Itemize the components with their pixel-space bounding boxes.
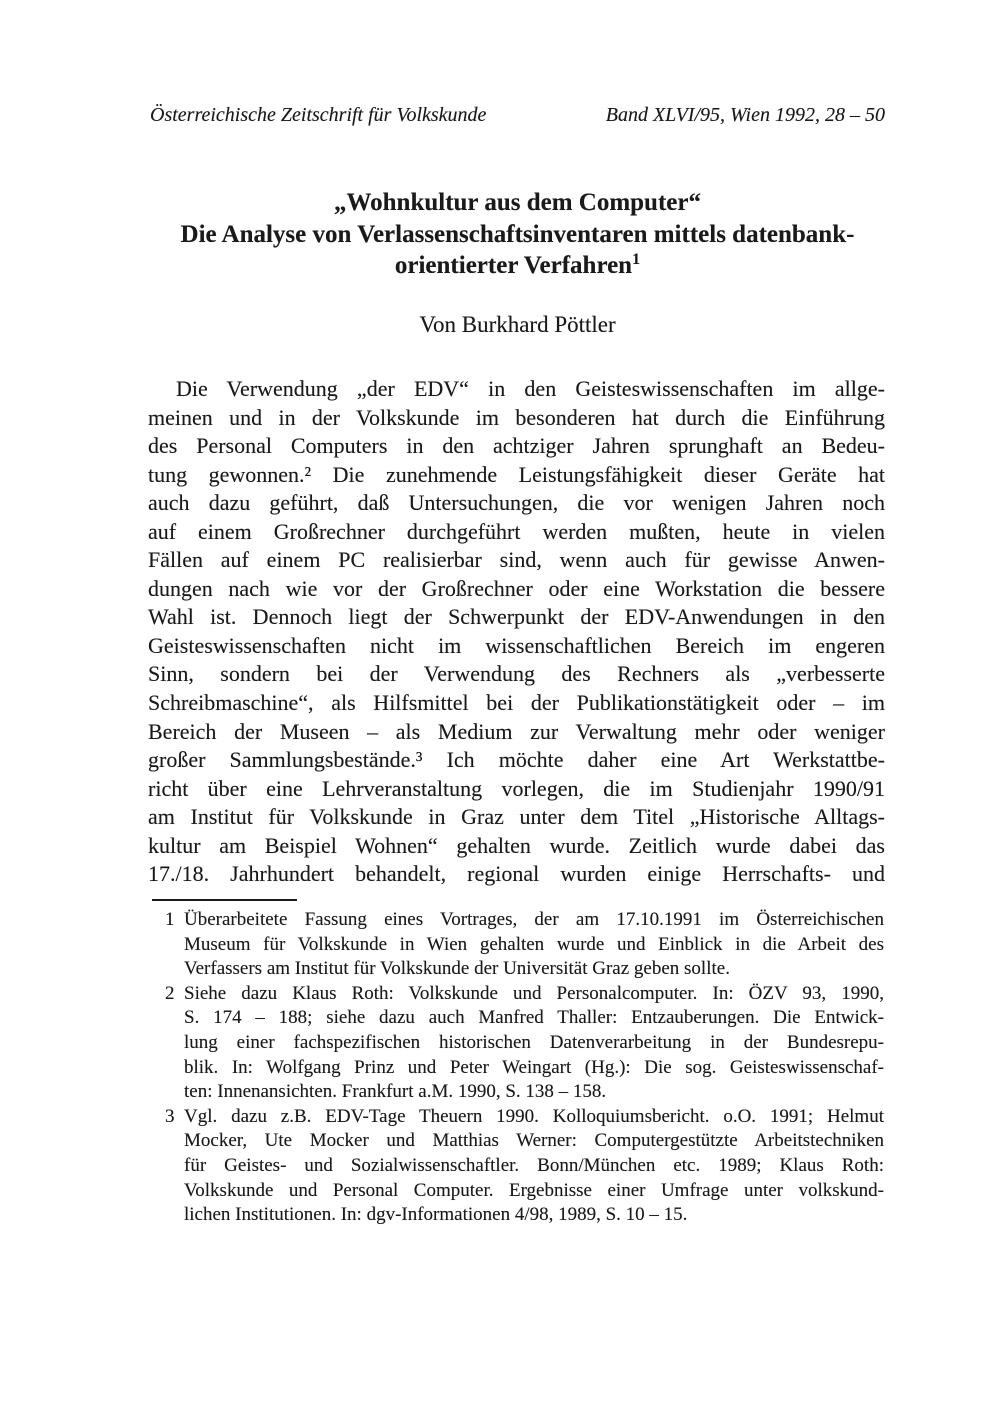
title-footnote-ref: 1	[632, 251, 641, 268]
body-line: Die Verwendung „der EDV“ in den Geisteswissenschaften im allge-	[176, 376, 885, 401]
footnote-line: Mocker, Ute Mocker und Matthias Werner: Computergestützte Arbeitstechniken	[184, 1130, 884, 1152]
body-line: Schreibmaschine“, als Hilfsmittel bei der Publikationstätigkeit oder – im	[148, 690, 885, 716]
footnote-3	[165, 1105, 884, 1228]
footnote-number: 1	[165, 909, 175, 930]
footnote-line: Museum für Volkskunde in Wien gehalten wurde und Einblick in die Arbeit des	[184, 933, 884, 955]
footnote-line: blik. In: Wolfgang Prinz und Peter Weingart (Hg.): Die sog. Geisteswissenschaf-	[184, 1056, 884, 1078]
article-body	[148, 375, 885, 889]
body-line: Sinn, sondern bei der Verwendung des Rechners als „verbesserte	[148, 661, 885, 687]
body-line: Geisteswissenschaften nicht im wissenschaftlichen Bereich im engeren	[148, 632, 885, 658]
footnote-1	[165, 908, 884, 982]
body-line: auf einem Großrechner durchgeführt werden mußten, heute in vielen	[148, 518, 885, 544]
footnote-2	[165, 982, 884, 1105]
body-line: 17./18. Jahrhundert behandelt, regional wurden einige Herrschafts- und	[148, 861, 885, 887]
body-line: richt über eine Lehrveranstaltung vorlegen, die im Studienjahr 1990/91	[148, 775, 885, 801]
footnote-line: Vgl. dazu z.B. EDV-Tage Theuern 1990. Kolloquiumsbericht. o.O. 1991; Helmut	[184, 1105, 884, 1127]
footnote-line: Verfassers am Institut für Volkskunde der Universität Graz geben sollte.	[184, 958, 730, 980]
body-line: auch dazu geführt, daß Untersuchungen, die vor wenigen Jahren noch	[148, 490, 885, 516]
body-line: dungen nach wie vor der Großrechner oder eine Workstation die bessere	[148, 575, 885, 601]
article-title-line-1: „Wohnkultur aus dem Computer“	[334, 189, 701, 216]
footnotes-section	[165, 908, 884, 1228]
body-line: meinen und in der Volkskunde im besonderen hat durch die Einführung	[148, 404, 885, 430]
body-line: Wahl ist. Dennoch liegt der Schwerpunkt der EDV-Anwendungen in den	[148, 604, 885, 630]
body-line: am Institut für Volkskunde in Graz unter dem Titel „Historische Alltags-	[148, 804, 885, 830]
author-byline: Von Burkhard Pöttler	[419, 312, 616, 337]
footnote-line: ten: Innenansichten. Frankfurt a.M. 1990, S. 138 – 158.	[184, 1081, 607, 1103]
footnote-line: für Geistes- und Sozialwissenschaftler. Bonn/München etc. 1989; Klaus Roth:	[184, 1154, 884, 1176]
body-line: großer Sammlungsbestände.³ Ich möchte daher eine Art Werkstattbe-	[148, 747, 885, 773]
body-line: Fällen auf einem PC realisierbar sind, wenn auch für gewisse Anwen-	[148, 547, 885, 573]
footnote-line: lichen Institutionen. In: dgv-Informationen 4/98, 1989, S. 10 – 15.	[184, 1204, 688, 1226]
journal-issue-info: Band XLVI/95, Wien 1992, 28 – 50	[605, 104, 885, 126]
footnote-number: 2	[165, 982, 175, 1004]
journal-title: Österreichische Zeitschrift für Volkskunde	[150, 104, 487, 126]
footnote-line: Volkskunde und Personal Computer. Ergebnisse einer Umfrage unter volkskund-	[184, 1179, 884, 1201]
footnote-line: Siehe dazu Klaus Roth: Volkskunde und Personalcomputer. In: ÖZV 93, 1990,	[184, 982, 884, 1004]
article-title-line-3: orientierter Verfahren$^1$	[394, 251, 641, 279]
footnote-line: lung einer fachspezifischen historischen Datenverarbeitung in der Bundesrepu-	[184, 1031, 884, 1053]
article-title	[115, 187, 920, 282]
body-line: Bereich der Museen – als Medium zur Verwaltung mehr oder weniger	[148, 718, 885, 744]
body-line: kultur am Beispiel Wohnen“ gehalten wurde. Zeitlich wurde dabei das	[148, 832, 885, 858]
footnote-separator-rule	[152, 899, 297, 901]
footnote-number: 3	[165, 1105, 175, 1127]
journal-header	[150, 102, 885, 128]
article-title-line-2: Die Analyse von Verlassenschaftsinventaren mittels datenbank-	[180, 220, 855, 248]
footnote-line: S. 174 – 188; siehe dazu auch Manfred Thaller: Entzauberungen. Die Entwick-	[184, 1007, 884, 1029]
footnote-line: Überarbeitete Fassung eines Vortrages, der am 17.10.1991 im Österreichischen	[184, 909, 884, 930]
body-line: des Personal Computers in den achtziger Jahren sprunghaft an Bedeu-	[148, 433, 885, 459]
body-line: tung gewonnen.² Die zunehmende Leistungsfähigkeit dieser Geräte hat	[148, 461, 885, 487]
